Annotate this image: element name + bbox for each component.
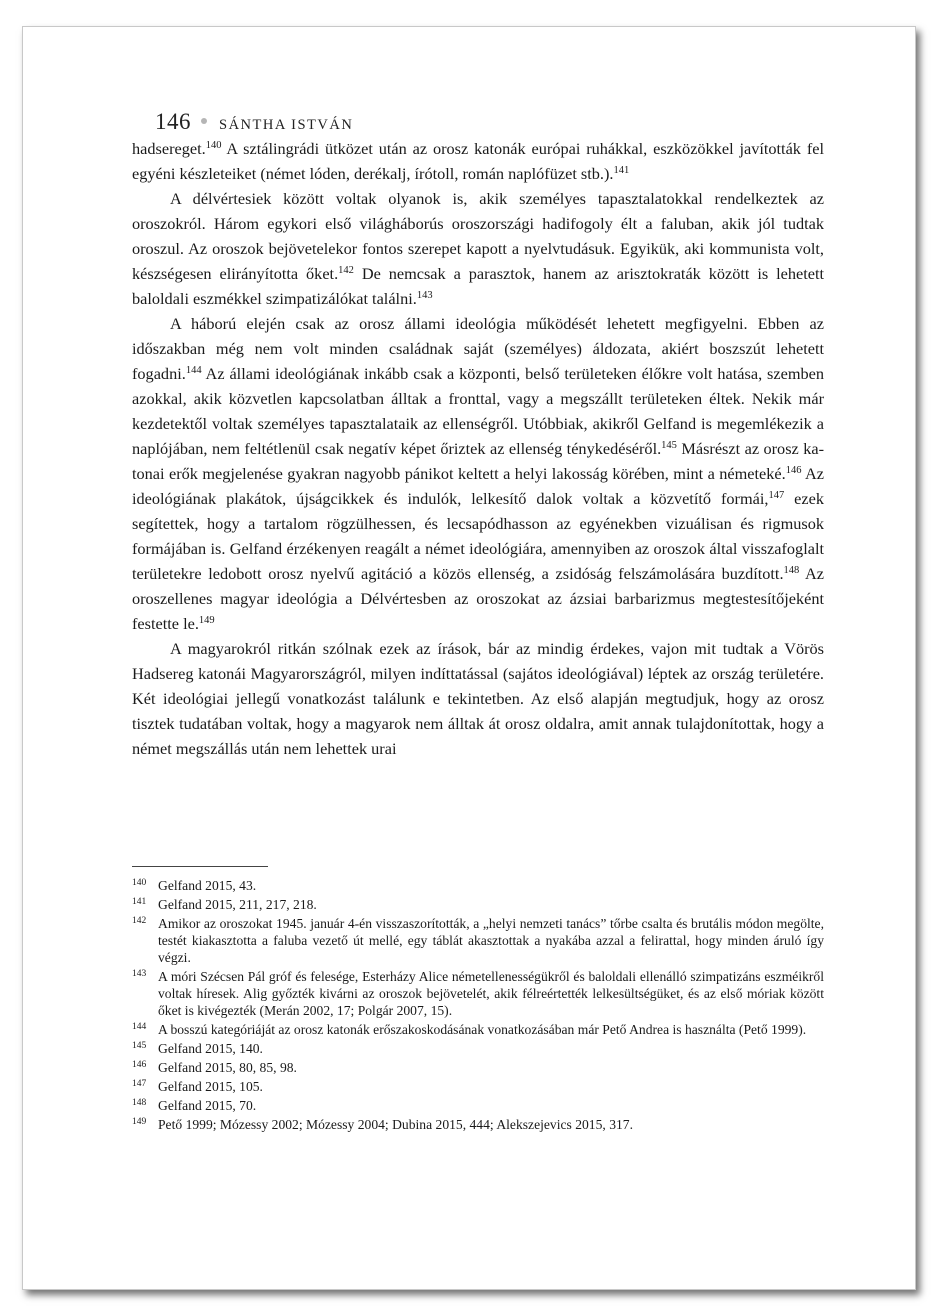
paragraph-text: Az ideológiának plakátok, újságcikkek és indulók, lelkesítő dalok voltak a közvetítő formái, — [132, 464, 824, 508]
footnotes — [132, 877, 824, 1135]
footnote-reference[interactable]: 145 — [661, 440, 677, 451]
footnote-reference[interactable]: 143 — [416, 290, 433, 301]
paragraph-text: A háború elején csak az orosz állami ideológia működését lehetett megfigyelni. Ebben az időszakban még nem volt minden családnak saját (személyes) áldozata, akiért boszszút lehetett fogadni. — [132, 314, 824, 383]
footnote-reference[interactable]: 141 — [613, 165, 630, 176]
paragraph-text: Az oroszellenes magyar ideológia a Délvértesben az oroszokat az ázsiai barbarizmus megtestesítőjeként festette le. — [132, 564, 824, 633]
paragraph-text: Másrészt az orosz katonai erők megjelenése gyakran nagyobb pánikot keltett a helyi lakosság körében, mint a németeké. — [132, 439, 824, 483]
header-bullet-icon — [201, 118, 207, 124]
footnote-text: A bosszú kategóriáját az orosz katonák erőszakoskodásának vonatkozásában már Pető Andrea is használta (Pető 1999). — [158, 1022, 807, 1037]
footnote-text: Amikor az oroszokat 1945. január 4-én visszaszorították, a „helyi nemzeti tanács” tőrbe csalta és brutális módon megölte, testét kiakasztotta a faluba vezető út mellé, egy táblát akasztottak a nyakába azzal a felirattal, hogy minden áruló így végzi. — [158, 916, 824, 965]
footnote-reference[interactable]: 146 — [785, 465, 802, 476]
footnote-text: Gelfand 2015, 140. — [158, 1041, 263, 1056]
footnote-number: 141 — [132, 897, 147, 907]
footnote-text: Gelfand 2015, 43. — [158, 878, 257, 893]
footnote-number: 147 — [132, 1079, 147, 1089]
footnote — [132, 1097, 824, 1114]
footnote — [132, 968, 824, 1019]
footnote — [132, 1040, 824, 1057]
footnote-number: 142 — [132, 916, 147, 926]
page-number: 146 — [155, 109, 191, 134]
running-header-author: SÁNTHA ISTVÁN — [219, 117, 354, 133]
footnote — [132, 915, 824, 966]
body-text — [132, 136, 824, 761]
footnote-reference[interactable]: 144 — [185, 365, 202, 376]
footnote — [132, 1078, 824, 1095]
footnote-reference[interactable]: 149 — [198, 615, 215, 626]
footnote-reference[interactable]: 140 — [205, 140, 222, 151]
footnote — [132, 1059, 824, 1076]
footnote — [132, 896, 824, 913]
footnote-separator — [132, 866, 268, 867]
footnote — [132, 877, 824, 894]
footnote-number: 145 — [132, 1041, 147, 1051]
paragraph — [132, 636, 824, 761]
footnote — [132, 1021, 824, 1038]
paragraph-text: ezek segítettek, hogy a tartalom rögzülhessen, és lecsapódhasson az egyénekben vizuálisan és rigmusok formájában is. Gelfand érzékenyen reagált a német ideológiára, amennyiben az oroszok által visszafoglalt területekre ledobott orosz nyelvű agitáció a közös ellenség, a zsidóság felszámolására buzdított. — [132, 489, 824, 583]
footnote-number: 146 — [132, 1060, 147, 1070]
paragraph — [132, 136, 824, 186]
footnote-text: Gelfand 2015, 70. — [158, 1098, 257, 1113]
footnote-reference[interactable]: 148 — [783, 565, 800, 576]
footnote-number: 149 — [132, 1117, 147, 1127]
footnote-text: Pető 1999; Mózessy 2002; Mózessy 2004; Dubina 2015, 444; Alekszejevics 2015, 317. — [158, 1117, 633, 1132]
footnote-number: 140 — [132, 878, 147, 888]
paragraph-text: Az állami ideológiának inkább csak a központi, belső területeken élőkre volt hatása, szemben azokkal, akik közvetlen kapcsolatban álltak a fronttal, vagy a megszállt területeken éltek. Nekik már kezdetektől voltak személyes tapasztalataik az ellenségről. Utóbbiak, akikről Gelfand is megemlékezik a naplójában, nem feltétlenül csak negatív képet őriztek az ellenség ténykedéséről. — [132, 364, 824, 458]
paragraph-text: De nemcsak a parasztok, hanem az arisztokraták között is lehetett baloldali eszmékkel szimpatizálókat találni. — [132, 264, 825, 308]
running-header — [155, 109, 353, 139]
footnote-text: Gelfand 2015, 105. — [158, 1079, 263, 1094]
footnote-number: 144 — [132, 1022, 147, 1032]
footnote-text: Gelfand 2015, 211, 217, 218. — [158, 897, 317, 912]
footnote-number: 143 — [132, 969, 147, 979]
footnote-text: A móri Szécsen Pál gróf és felesége, Esterházy Alice németellenességükről és baloldali ellenálló szimpatizáns eszméikről voltak híresek. Alig győzték kivárni az oroszok bejövetelét, akik félreértették lelkesültségüket, és az első móriak között őket is kivégezték (Merán 2002, 17; Polgár 2007, 15). — [158, 969, 824, 1018]
footnote-reference[interactable]: 147 — [768, 490, 785, 501]
paragraph-text: A délvértesiek között voltak olyanok is, akik személyes tapasztalatokkal rendelkeztek az oroszokról. Három egykori első világháborús oroszországi hadifogoly élt a faluban, akik jól tudtak oroszul. Az oroszok bejövetelekor fontos szerepet kapott a nyelvtudásuk. Egyikük, aki kommunista volt, készségesen elirányította őket. — [132, 189, 824, 283]
paragraph — [132, 311, 824, 636]
footnote-text: Gelfand 2015, 80, 85, 98. — [158, 1060, 297, 1075]
paragraph-text: A sztálingrádi ütközet után az orosz katonák európai ruhákkal, eszközökkel javították fel egyéni készleteiket (német lóden, derékalj, írótoll, román naplófüzet stb.). — [132, 139, 824, 183]
footnote-number: 148 — [132, 1098, 147, 1108]
paragraph-text: A magyarokról ritkán szólnak ezek az írások, bár az mindig érdekes, vajon mit tudtak a Vörös Hadsereg katonái Magyarországról, milyen indíttatással (sajátos ideológiával) léptek az ország területére. Két ideológiai jellegű vonatkozást találunk e tekintetben. Az első alapján megtudjuk, hogy az orosz tisztek tudatában voltak, hogy a magyarok nem álltak át orosz oldalra, amit annak tulajdonítottak, hogy a német megszállás után nem lehettek urai — [132, 639, 824, 758]
paragraph — [132, 186, 824, 311]
footnote-reference[interactable]: 142 — [338, 265, 354, 276]
footnote — [132, 1116, 824, 1133]
paragraph-text: hadsereget. — [132, 139, 206, 158]
